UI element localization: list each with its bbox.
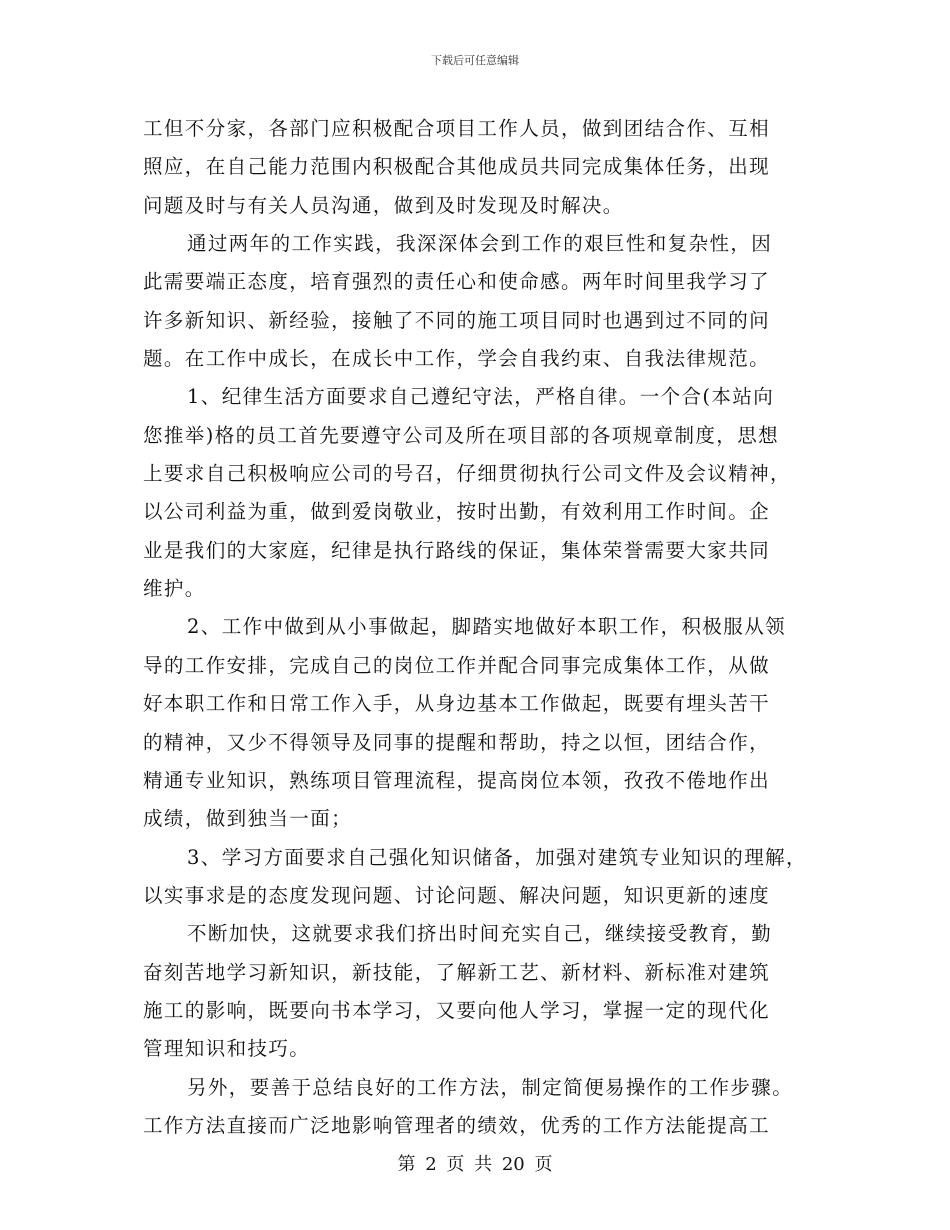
text-line: 1、纪律生活方面要求自己遵纪守法，严格自律。一个合(本站向 bbox=[187, 385, 775, 409]
text-line: 以公司利益为重，做到爱岗敬业，按时出勤，有效利用工作时间。企 bbox=[143, 500, 771, 524]
page-footer: 第 2 页 共 20 页 bbox=[397, 1154, 553, 1175]
text-line: 精通专业知识，熟练项目管理流程，提高岗位本领，孜孜不倦地作出 bbox=[143, 768, 771, 792]
text-line: 业是我们的大家庭，纪律是执行路线的保证，集体荣誉需要大家共同 bbox=[143, 538, 771, 562]
text-line: 题。在工作中成长，在成长中工作，学会自我约束、自我法律规范。 bbox=[143, 347, 771, 371]
text-line: 2、工作中做到从小事做起，脚踏实地做好本职工作，积极服从领 bbox=[187, 615, 787, 639]
text-line: 不断加快，这就要求我们挤出时间充实自己，继续接受教育，勤 bbox=[187, 922, 773, 946]
text-line: 3、学习方面要求自己强化知识储备，加强对建筑专业知识的理解， bbox=[187, 845, 807, 869]
text-line: 导的工作安排，完成自己的岗位工作并配合同事完成集体工作，从做 bbox=[143, 653, 771, 677]
text-line: 工作方法直接而广泛地影响管理者的绩效，优秀的工作方法能提高工 bbox=[143, 1113, 771, 1137]
text-line: 另外，要善于总结良好的工作方法，制定简便易操作的工作步骤。 bbox=[187, 1075, 794, 1099]
text-line: 以实事求是的态度发现问题、讨论问题、解决问题，知识更新的速度 bbox=[143, 883, 771, 907]
text-line: 成绩，做到独当一面； bbox=[143, 807, 353, 831]
text-line: 维护。 bbox=[143, 577, 206, 601]
page-header: 下载后可任意编辑 bbox=[431, 54, 519, 67]
text-line: 上要求自己积极响应公司的号召，仔细贯彻执行公司文件及会议精神， bbox=[143, 462, 791, 486]
text-line: 的精神，又少不得领导及同事的提醒和帮助，持之以恒，团结合作， bbox=[143, 730, 771, 754]
text-line: 施工的影响，既要向书本学习，又要向他人学习，掌握一定的现代化 bbox=[143, 998, 771, 1022]
text-line: 通过两年的工作实践，我深深体会到工作的艰巨性和复杂性，因 bbox=[187, 232, 773, 256]
text-line: 许多新知识、新经验，接触了不同的施工项目同时也遇到过不同的问 bbox=[143, 308, 771, 332]
document-body bbox=[143, 110, 823, 1145]
text-line: 此需要端正态度，培育强烈的责任心和使命感。两年时间里我学习了 bbox=[143, 270, 771, 294]
text-line: 照应，在自己能力范围内积极配合其他成员共同完成集体任务，出现 bbox=[143, 155, 771, 179]
text-line: 管理知识和技巧。 bbox=[143, 1037, 311, 1061]
text-line: 好本职工作和日常工作入手，从身边基本工作做起，既要有埋头苦干 bbox=[143, 692, 771, 716]
text-line: 工但不分家，各部门应积极配合项目工作人员，做到团结合作、互相 bbox=[143, 117, 771, 140]
text-line: 您推举)格的员工首先要遵守公司及所在项目部的各项规章制度，思想 bbox=[143, 423, 780, 447]
text-line: 奋刻苦地学习新知识，新技能，了解新工艺、新材料、新标准对建筑 bbox=[143, 960, 771, 984]
text-line: 问题及时与有关人员沟通，做到及时发现及时解决。 bbox=[143, 193, 624, 217]
